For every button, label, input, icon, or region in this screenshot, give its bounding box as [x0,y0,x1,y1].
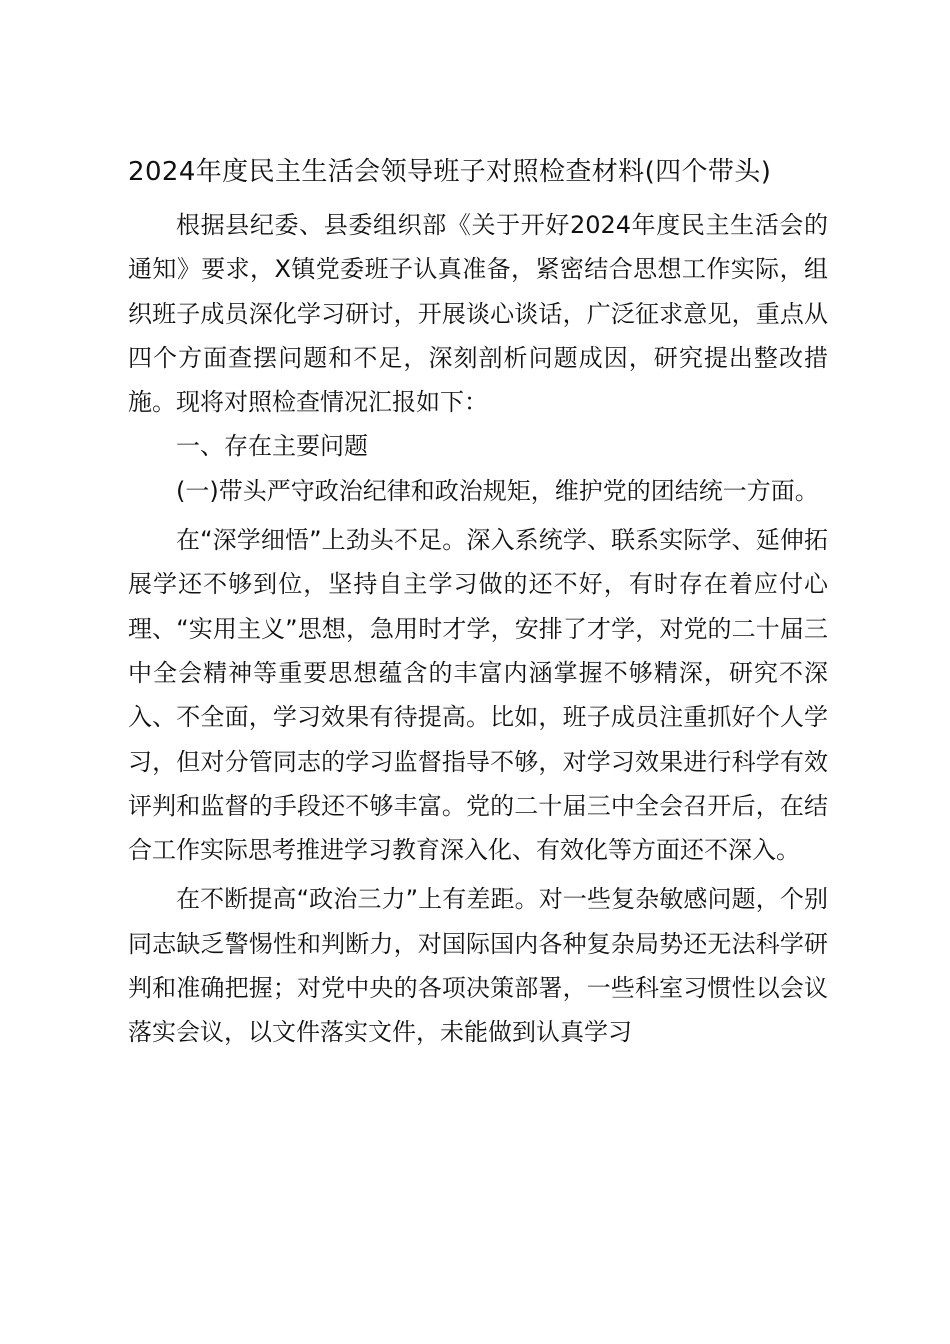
subsection-heading: (一)带头严守政治纪律和政治规矩，维护党的团结统一方面。 [176,476,819,505]
body-paragraph-1: 在“深学细悟”上劲头不足。深入系统学、联系实际学、延伸拓展学还不够到位，坚持自主学习做的还不好，有时存在着应付心理、“实用主义”思想，急用时才学，安排了才学，对党的二十届三中全会精神等重要思想蕴含的丰富内涵掌握不够精深，研究不深入、不全面，学习效果有待提高。比如，班子成员注重抓好个人学习，但对分管同志的学习监督指导不够，对学习效果进行科学有效评判和监督的手段还不够丰富。党的二十届三中全会召开后，在结合工作实际思考推进学习教育深入化、有效化等方面还不深入。 [128,526,828,865]
document-page [128,152,828,1055]
intro-paragraph: 根据县纪委、县委组织部《关于开好2024年度民主生活会的通知》要求，X镇党委班子认真准备，紧密结合思想工作实际，组织班子成员深化学习研讨，开展谈心谈话，广泛征求意见，重点从四个方面查摆问题和不足，深刻剖析问题成因，研究提出整改措施。现将对照检查情况汇报如下： [128,211,828,417]
section-heading: 一、存在主要问题 [176,432,368,461]
body-paragraph-2: 在不断提高“政治三力”上有差距。对一些复杂敏感问题，个别同志缺乏警惕性和判断力，对国际国内各种复杂局势还无法科学研判和准确把握；对党中央的各项决策部署，一些科室习惯性以会议落实会议，以文件落实文件，未能做到认真学习 [128,885,828,1047]
document-title: 2024年度民主生活会领导班子对照检查材料(四个带头) [128,157,772,187]
